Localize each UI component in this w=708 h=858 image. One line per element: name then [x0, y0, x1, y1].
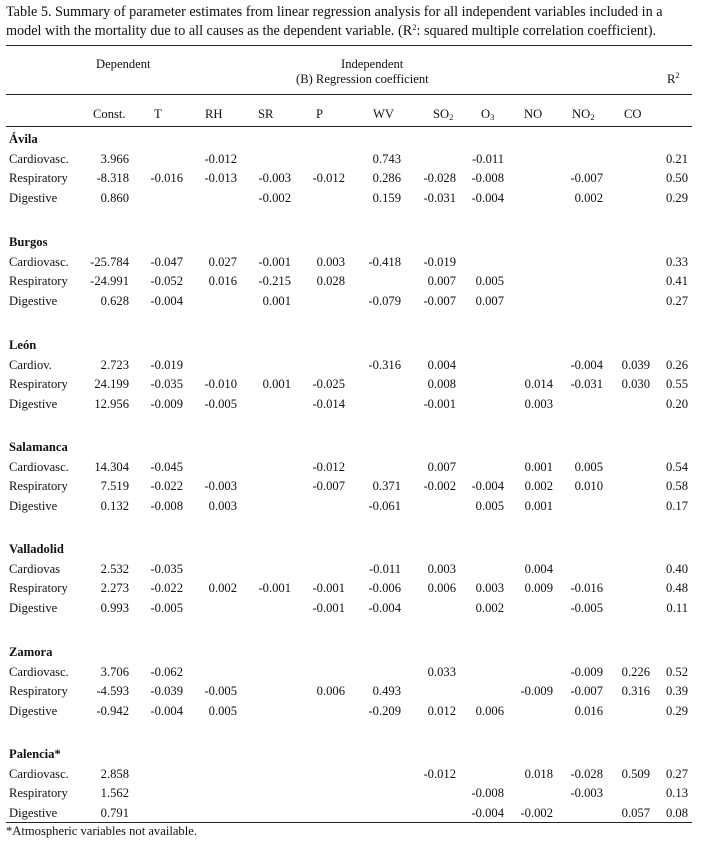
cell-const: -25.784 [90, 254, 129, 269]
group-heading: Ávila [9, 132, 38, 146]
cell-t: -0.004 [150, 703, 183, 718]
cell-r2: 0.39 [665, 684, 688, 698]
cell-t: -0.035 [150, 377, 183, 391]
cell-so2: -0.012 [423, 766, 456, 781]
row-label: Cardiovasc. [9, 664, 69, 679]
independent-header: Independent [341, 57, 404, 71]
cell-o3: -0.004 [471, 805, 504, 820]
cell-r2: 0.20 [665, 396, 688, 411]
cell-r2: 0.29 [665, 703, 688, 718]
cell-no: 0.001 [524, 459, 553, 474]
cell-r2: 0.21 [665, 151, 688, 166]
cell-sr: 0.001 [262, 293, 291, 308]
row-label: Respiratory [9, 786, 68, 800]
cell-wv: -0.011 [368, 561, 401, 576]
dependent-header: Dependent [96, 57, 151, 71]
cell-t: -0.009 [150, 396, 183, 411]
cell-no: -0.002 [520, 805, 553, 820]
cell-t: -0.035 [150, 561, 183, 576]
group-heading: Salamanca [9, 440, 68, 454]
cell-r2: 0.48 [665, 581, 688, 595]
cell-no: 0.009 [524, 581, 553, 595]
cell-const: 0.132 [100, 498, 129, 513]
cell-sr: -0.002 [258, 190, 291, 205]
cell-const: 7.519 [100, 479, 129, 493]
cell-so2: 0.007 [427, 459, 456, 474]
cell-r2: 0.27 [665, 766, 688, 781]
column-header-p: P [316, 107, 324, 121]
cell-no2: -0.031 [570, 377, 603, 391]
row-label: Respiratory [9, 377, 68, 391]
cell-no2: 0.002 [574, 190, 603, 205]
cell-co: 0.509 [621, 766, 650, 781]
row-label: Digestive [9, 805, 58, 820]
cell-wv: 0.286 [372, 171, 401, 185]
row-label: Respiratory [9, 684, 68, 698]
cell-const: 2.858 [100, 766, 129, 781]
cell-so2: 0.033 [427, 664, 456, 679]
row-label: Digestive [9, 190, 58, 205]
cell-no: 0.018 [524, 766, 553, 781]
cell-r2: 0.11 [666, 600, 688, 615]
group-heading: León [9, 338, 37, 352]
cell-sr: -0.215 [258, 274, 291, 288]
cell-const: 0.993 [100, 600, 129, 615]
row-label: Cardiov. [9, 357, 52, 372]
cell-r2: 0.55 [665, 377, 688, 391]
cell-sr: -0.003 [258, 171, 291, 185]
cell-t: -0.022 [150, 581, 183, 595]
table-caption [6, 3, 702, 40]
cell-t: -0.052 [150, 274, 183, 288]
row-label: Respiratory [9, 581, 68, 595]
r-squared-header: $R^2$ [667, 70, 680, 86]
cell-p: -0.007 [312, 479, 345, 493]
cell-no: 0.003 [524, 396, 553, 411]
cell-t: -0.039 [150, 684, 183, 698]
cell-p: -0.012 [312, 171, 345, 185]
cell-t: -0.008 [150, 498, 183, 513]
cell-so2: 0.003 [427, 561, 456, 576]
cell-so2: 0.012 [427, 703, 456, 718]
cell-o3: -0.004 [471, 190, 504, 205]
cell-sr: -0.001 [258, 254, 291, 269]
cell-p: -0.014 [312, 396, 345, 411]
cell-const: 3.706 [100, 664, 129, 679]
cell-p: -0.001 [312, 600, 345, 615]
cell-t: -0.016 [150, 171, 183, 185]
cell-no2: -0.007 [570, 684, 603, 698]
cell-wv: -0.004 [368, 600, 401, 615]
cell-rh: 0.002 [208, 581, 237, 595]
cell-no2: -0.004 [570, 357, 603, 372]
cell-o3: -0.008 [471, 171, 504, 185]
cell-rh: 0.016 [208, 274, 237, 288]
cell-const: -4.593 [96, 684, 129, 698]
cell-co: 0.039 [621, 357, 650, 372]
group-heading: Zamora [9, 645, 53, 659]
cell-p: 0.028 [316, 274, 345, 288]
cell-t: -0.019 [150, 357, 183, 372]
cell-no: 0.004 [524, 561, 553, 576]
column-header-no2: $NO_2$ [572, 107, 595, 122]
cell-no2: 0.010 [574, 479, 603, 493]
cell-so2: 0.007 [427, 274, 456, 288]
cell-r2: 0.40 [665, 561, 688, 576]
row-label: Digestive [9, 396, 58, 411]
cell-wv: -0.079 [368, 293, 401, 308]
cell-wv: -0.209 [368, 703, 401, 718]
cell-wv: -0.418 [368, 254, 401, 269]
cell-co: 0.226 [621, 664, 650, 679]
cell-no2: -0.009 [570, 664, 603, 679]
cell-r2: 0.54 [665, 459, 688, 474]
cell-so2: -0.019 [423, 254, 456, 269]
cell-r2: 0.33 [665, 254, 688, 269]
cell-o3: 0.005 [475, 274, 504, 288]
cell-rh: -0.005 [204, 396, 237, 411]
row-label: Cardiovasc. [9, 151, 69, 166]
cell-rh: -0.012 [204, 151, 237, 166]
cell-so2: 0.008 [427, 377, 456, 391]
cell-no: -0.009 [520, 684, 553, 698]
row-label: Digestive [9, 293, 58, 308]
cell-rh: -0.010 [204, 377, 237, 391]
cell-const: -0.942 [96, 703, 129, 718]
cell-const: 0.860 [100, 190, 129, 205]
column-header-t: T [154, 107, 162, 121]
cell-const: 0.628 [100, 293, 129, 308]
column-header-co: CO [624, 107, 642, 121]
cell-const: 24.199 [94, 377, 129, 391]
cell-r2: 0.27 [665, 293, 688, 308]
cell-rh: 0.005 [208, 703, 237, 718]
cell-wv: -0.316 [368, 357, 401, 372]
cell-p: -0.001 [312, 581, 345, 595]
cell-no2: 0.016 [574, 703, 603, 718]
cell-const: 2.723 [100, 357, 129, 372]
cell-o3: -0.011 [471, 151, 504, 166]
row-label: Cardiovasc. [9, 766, 69, 781]
row-label: Respiratory [9, 171, 68, 185]
cell-r2: 0.26 [665, 357, 688, 372]
cell-rh: 0.027 [208, 254, 237, 269]
table-footnote: *Atmospheric variables not available. [6, 824, 197, 838]
cell-so2: 0.004 [427, 357, 456, 372]
cell-r2: 0.50 [665, 171, 688, 185]
cell-o3: 0.002 [475, 600, 504, 615]
cell-co: 0.030 [621, 377, 650, 391]
cell-wv: 0.743 [372, 151, 401, 166]
column-header-const: Const. [93, 107, 126, 121]
cell-o3: 0.006 [475, 703, 504, 718]
cell-wv: -0.006 [368, 581, 401, 595]
cell-so2: 0.006 [427, 581, 456, 595]
cell-no2: 0.005 [574, 459, 603, 474]
cell-wv: 0.159 [372, 190, 401, 205]
cell-p: -0.025 [312, 377, 345, 391]
cell-so2: -0.002 [423, 479, 456, 493]
cell-no: 0.001 [524, 498, 553, 513]
cell-p: 0.003 [316, 254, 345, 269]
column-header-sr: SR [258, 107, 274, 121]
bottom-rule [6, 822, 692, 823]
cell-const: 14.304 [94, 459, 129, 474]
cell-o3: -0.004 [471, 479, 504, 493]
row-label: Digestive [9, 703, 58, 718]
caption-line-2: model with the mortality due to all causes as the dependent variable. ($R^2$: squared multiple correlation coefficient). [6, 21, 657, 39]
cell-o3: 0.007 [475, 293, 504, 308]
cell-p: -0.012 [312, 459, 345, 474]
regression-coefficient-header: (B) Regression coefficient [296, 72, 429, 86]
cell-no2: -0.005 [570, 600, 603, 615]
cell-o3: 0.003 [475, 581, 504, 595]
cell-const: -24.991 [90, 274, 129, 288]
cell-rh: -0.005 [204, 684, 237, 698]
cell-r2: 0.29 [665, 190, 688, 205]
row-label: Digestive [9, 600, 58, 615]
group-heading: Burgos [9, 235, 48, 249]
cell-o3: 0.005 [475, 498, 504, 513]
group-heading: Palencia* [9, 747, 61, 761]
row-label: Cardiovasc. [9, 459, 69, 474]
cell-r2: 0.17 [665, 498, 688, 513]
cell-const: 1.562 [100, 786, 129, 800]
caption-line-1: Table 5. Summary of parameter estimates from linear regression analysis for all independent variables included in a [6, 4, 663, 20]
cell-rh: -0.013 [204, 171, 237, 185]
column-header-so2: $SO_2$ [433, 107, 454, 122]
cell-r2: 0.58 [665, 479, 688, 493]
column-header-no: NO [524, 107, 543, 121]
cell-rh: -0.003 [204, 479, 237, 493]
cell-no2: -0.003 [570, 786, 603, 800]
cell-t: -0.022 [150, 479, 183, 493]
cell-wv: 0.371 [372, 479, 401, 493]
cell-const: 3.966 [100, 151, 129, 166]
cell-const: 2.532 [100, 561, 129, 576]
cell-const: 2.273 [100, 581, 129, 595]
cell-no2: -0.007 [570, 171, 603, 185]
column-header-rule [6, 126, 692, 127]
cell-no: 0.002 [524, 479, 553, 493]
cell-r2: 0.08 [665, 805, 688, 820]
cell-t: -0.004 [150, 293, 183, 308]
cell-sr: -0.001 [258, 581, 291, 595]
cell-const: 12.956 [94, 396, 129, 411]
row-label: Respiratory [9, 274, 68, 288]
cell-r2: 0.41 [665, 274, 688, 288]
cell-no2: -0.016 [570, 581, 603, 595]
row-label: Digestive [9, 498, 58, 513]
cell-no2: -0.028 [570, 766, 603, 781]
header-rule [6, 94, 692, 95]
cell-r2: 0.13 [665, 786, 688, 800]
cell-t: -0.005 [150, 600, 183, 615]
cell-const: 0.791 [100, 805, 129, 820]
cell-no: 0.014 [524, 377, 553, 391]
cell-so2: -0.028 [423, 171, 456, 185]
cell-wv: -0.061 [368, 498, 401, 513]
cell-wv: 0.493 [372, 684, 401, 698]
cell-so2: -0.031 [423, 190, 456, 205]
cell-p: 0.006 [316, 684, 345, 698]
cell-rh: 0.003 [208, 498, 237, 513]
cell-t: -0.047 [150, 254, 183, 269]
cell-so2: -0.001 [423, 396, 456, 411]
row-label: Cardiovasc. [9, 254, 69, 269]
column-header-o3: $O_3$ [481, 107, 495, 122]
cell-t: -0.062 [150, 664, 183, 679]
cell-sr: 0.001 [262, 377, 291, 391]
row-label: Respiratory [9, 479, 68, 493]
cell-r2: 0.52 [665, 664, 688, 679]
cell-o3: -0.008 [471, 786, 504, 800]
row-label: Cardiovas [9, 561, 61, 576]
group-heading: Valladolid [9, 542, 64, 556]
cell-co: 0.057 [621, 805, 650, 820]
cell-t: -0.045 [150, 459, 183, 474]
column-header-wv: WV [373, 107, 394, 121]
cell-so2: -0.007 [423, 293, 456, 308]
top-rule [6, 45, 692, 46]
cell-const: -8.318 [96, 171, 129, 185]
column-header-rh: RH [205, 107, 223, 121]
cell-co: 0.316 [621, 684, 650, 698]
